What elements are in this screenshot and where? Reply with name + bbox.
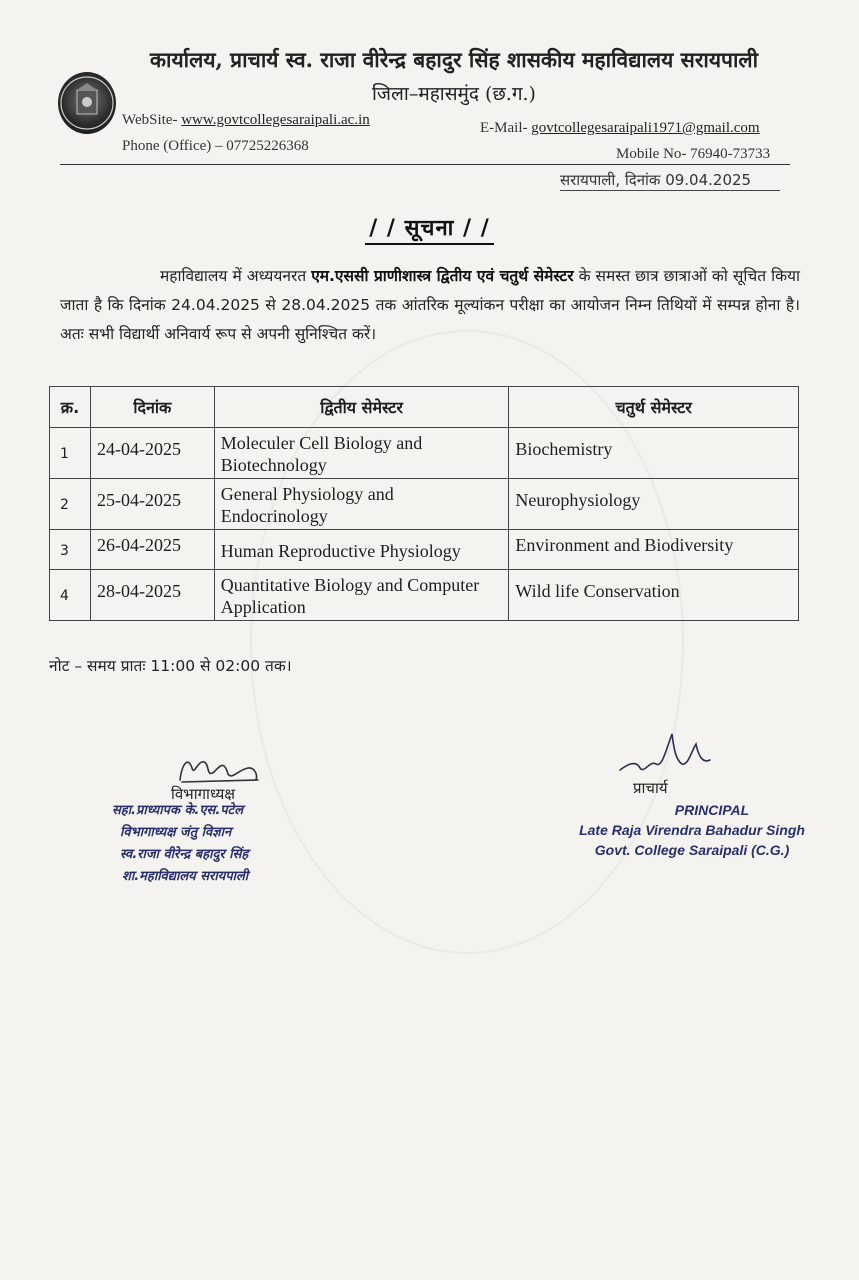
email-line (480, 120, 760, 137)
row-serial: 3 (50, 530, 91, 570)
website-line (122, 112, 370, 129)
principal-stamp-line: Late Raja Virendra Bahadur Singh (579, 822, 805, 838)
place-date: सरायपाली, दिनांक 09.04.2025 (560, 171, 752, 189)
principal-stamp-line: Govt. College Saraipali (C.G.) (594, 842, 790, 858)
notice-heading: / / सूचना / / (365, 216, 494, 245)
website-label: WebSite- (122, 112, 178, 128)
row-date: 28-04-2025 (90, 570, 214, 621)
row-serial: 2 (50, 479, 91, 530)
notice-body-rest: के समस्त छात्र छात्राओं को सूचित किया जाता है कि दिनांक 24.04.2025 से 28.04.2025 तक आंतरिक मूल्यांकन परीक्षा का आयोजन निम्न तिथियों में सम्पन्न होना है। अतः सभी विद्यार्थी अनिवार्य रूप से अपनी सुनिश्चित करें। (60, 267, 800, 343)
exam-schedule-table (49, 386, 799, 621)
district-line: जिला–महासमुंद (छ.ग.) (372, 83, 536, 105)
row-fourth-semester: Neurophysiology (509, 479, 799, 530)
row-fourth-semester: Environment and Biodiversity (509, 530, 799, 570)
table-row (50, 428, 799, 479)
header-second-semester: द्वितीय सेमेस्टर (214, 387, 509, 428)
hod-signature-block (108, 750, 298, 804)
table-row (50, 479, 799, 530)
principal-signature (610, 720, 730, 780)
row-second-semester: Quantitative Biology and Computer Application (214, 570, 509, 621)
hod-signature (108, 750, 298, 788)
email-label: E-Mail- (480, 120, 528, 136)
hod-role: विभागाध्यक्ष (170, 785, 236, 803)
principal-stamp (552, 800, 832, 860)
email-link[interactable]: govtcollegesaraipali1971@gmail.com (531, 120, 760, 136)
header-date: दिनांक (90, 387, 214, 428)
header-serial: क्र. (50, 387, 91, 428)
phone-line: Phone (Office) – 07725226368 (122, 138, 309, 154)
principal-stamp-line: PRINCIPAL (674, 802, 750, 818)
date-divider (560, 190, 780, 191)
notice-body-intro: महाविद्यालय में अध्ययनरत (160, 267, 312, 285)
table-row (50, 570, 799, 621)
row-second-semester: Human Reproductive Physiology (214, 530, 509, 570)
table-row (50, 530, 799, 570)
row-second-semester: Moleculer Cell Biology and Biotechnology (214, 428, 509, 479)
notice-title (0, 212, 859, 242)
hod-stamp-line: विभागाध्यक्ष जंतु विज्ञान (120, 825, 232, 840)
row-fourth-semester: Biochemistry (509, 428, 799, 479)
header-divider (60, 164, 790, 165)
row-serial: 1 (50, 428, 91, 479)
header-fourth-semester: चतुर्थ सेमेस्टर (509, 387, 799, 428)
hod-stamp-line: शा.महाविद्यालय सरायपाली (122, 869, 249, 884)
college-title: कार्यालय, प्राचार्य स्व. राजा वीरेन्द्र बहादुर सिंह शासकीय महाविद्यालय सरायपाली (149, 47, 759, 72)
row-date: 24-04-2025 (90, 428, 214, 479)
time-note: नोट – समय प्रातः 11:00 से 02:00 तक। (49, 657, 292, 675)
row-date: 25-04-2025 (90, 479, 214, 530)
hod-stamp-line: सहा.प्राध्यापक के.एस.पटेल (112, 803, 244, 818)
hod-stamp (112, 800, 312, 888)
notice-body-course: एम.एससी प्राणीशास्त्र द्वितीय एवं चतुर्थ सेमेस्टर (311, 267, 574, 285)
row-fourth-semester: Wild life Conservation (509, 570, 799, 621)
row-date: 26-04-2025 (90, 530, 214, 570)
hod-stamp-line: स्व.राजा वीरेन्द्र बहादुर सिंह (120, 847, 249, 862)
mobile-line: Mobile No- 76940-73733 (616, 146, 771, 162)
notice-body (60, 262, 800, 349)
row-second-semester: General Physiology and Endocrinology (214, 479, 509, 530)
table-header-row (50, 387, 799, 428)
principal-role: प्राचार्य (633, 779, 668, 797)
website-link[interactable]: www.govtcollegesaraipali.ac.in (181, 112, 370, 128)
row-serial: 4 (50, 570, 91, 621)
